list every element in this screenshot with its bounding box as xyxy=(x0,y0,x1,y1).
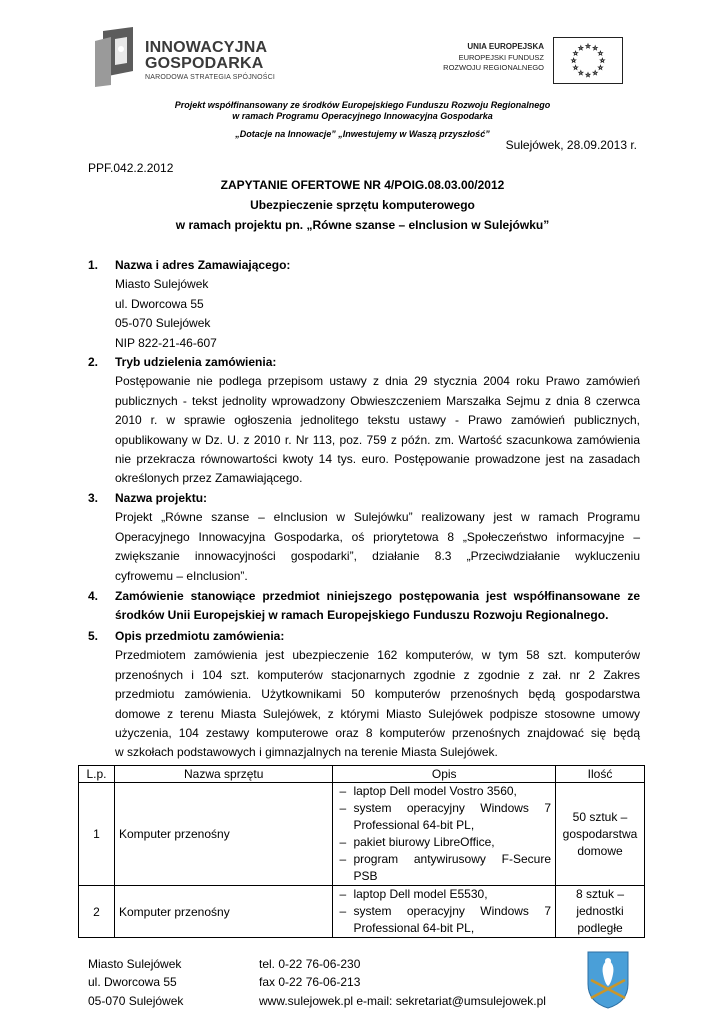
document-date: Sulejówek, 28.09.2013 r. xyxy=(505,138,637,152)
eu-star-icon xyxy=(600,58,604,62)
text-line: Operacyjnego Innowacyjna Gospodarka, oś priorytetowa 8 „Społeczeństwo informacyjne – xyxy=(115,529,640,544)
text-line: Przedmiotem zamówienia jest ubezpieczenie 162 komputerów, w tym 58 szt. komputerów xyxy=(115,648,640,663)
eu-star-icon xyxy=(586,73,590,77)
eu-line2: EUROPEJSKI FUNDUSZ xyxy=(458,53,544,62)
cell-name: Komputer przenośny xyxy=(114,783,332,886)
opis-item xyxy=(337,851,551,885)
opis-item xyxy=(337,903,551,937)
eu-star-icon xyxy=(579,46,583,50)
col-header-qty: Ilość xyxy=(556,766,645,783)
text-line: 2010 r. w sprawie ogłoszenia jednolitego tekstu ustawy - Prawo zamówień publicznych, xyxy=(115,413,640,428)
col-header-opis: Opis xyxy=(333,766,556,783)
document-subtitle: Ubezpieczenie sprzętu komputerowego xyxy=(250,198,475,212)
text-line: domowe z terenu Miasta Sulejówek, z którymi Miasto Sulejówek podpisze stosowne umowy xyxy=(115,706,640,721)
section-heading: Tryb udzielenia zamówienia: xyxy=(115,355,277,369)
cell-opis xyxy=(333,886,556,938)
text-line: ul. Dworcowa 55 xyxy=(115,296,204,311)
opis-item-text: Professional 64-bit PL, xyxy=(353,818,475,832)
cell-opis xyxy=(333,783,556,886)
qty-line: 50 sztuk – xyxy=(572,809,628,824)
ig-logo-line3: NARODOWA STRATEGIA SPÓJNOŚCI xyxy=(145,74,276,81)
eu-star-icon xyxy=(572,58,576,62)
table-row xyxy=(79,886,645,938)
footer-fax: fax 0-22 76-06-213 xyxy=(259,975,361,990)
opis-item: – laptop Dell model E5530, xyxy=(337,886,551,903)
innowacyjna-gospodarka-logo xyxy=(93,27,283,87)
qty-line: jednostki xyxy=(576,904,624,918)
qty-line: 8 sztuk – xyxy=(575,887,625,901)
table-row xyxy=(79,783,645,886)
document-title: ZAPYTANIE OFERTOWE NR 4/POIG.08.03.00/2012 xyxy=(220,178,505,192)
eu-star-icon xyxy=(574,66,578,70)
text-line: w szkołach podstawowych i gimnazjalnych na terenie Miasta Sulejówek. xyxy=(115,745,498,760)
text-line: Zamówienie stanowiące przedmiot niniejszego postępowania jest współfinansowane ze xyxy=(115,589,640,603)
opis-item-text: – system operacyjny Windows 7 xyxy=(353,904,551,918)
cell-lp: 1 xyxy=(79,783,115,886)
col-header-lp: L.p. xyxy=(79,766,115,783)
project-funding-line1: Projekt współfinansowany ze środków Europejskiego Funduszu Rozwoju Regionalnego xyxy=(174,100,551,110)
footer-web-email: www.sulejowek.pl e-mail: sekretariat@umsulejowek.pl xyxy=(259,993,546,1008)
ig-logo-line1: INNOWACYJNA xyxy=(145,39,268,56)
eu-logo-block xyxy=(420,37,625,87)
eu-star-icon xyxy=(574,51,578,55)
section-heading: Opis przedmiotu zamówienia: xyxy=(115,629,285,643)
text-line: publicznych - tekst jednolity wprowadzony Obwieszczeniem Marszałka Sejmu z dnia 8 czerwca xyxy=(115,393,640,408)
text-line: opublikowany w Dz. U. z 2010 r. Nr 113, poz. 759 z późn. zm. Wartość szacunkowa zamówienia xyxy=(115,432,640,447)
text-line: Postępowanie nie podlega przepisom ustawy z dnia 29 stycznia 2004 roku Prawo zamówień xyxy=(115,374,640,389)
document-project-name: w ramach projektu pn. „Równe szanse – eInclusion w Sulejówku” xyxy=(175,218,550,232)
eu-star-icon xyxy=(593,46,597,50)
eu-star-icon xyxy=(598,66,602,70)
qty-line: podległe xyxy=(577,921,623,935)
section-number: 4. xyxy=(88,589,99,603)
text-line: zwiększanie innowacyjności gospodarki”, działanie 8.3 „Przeciwdziałanie wykluczeniu xyxy=(115,549,640,564)
eu-star-icon xyxy=(579,71,583,75)
slogan: „Dotacje na Innowacje” „Inwestujemy w Waszą przyszłość” xyxy=(235,129,490,139)
eu-line3: ROZWOJU REGIONALNEGO xyxy=(443,63,544,72)
section-number: 5. xyxy=(88,629,99,643)
text-line: środków Unii Europejskiej w ramach Europejskiego Funduszu Rozwoju Regionalnego. xyxy=(115,608,609,623)
section-number: 1. xyxy=(88,258,99,272)
cell-qty xyxy=(556,783,645,886)
opis-item: – pakiet biurowy LibreOffice, xyxy=(337,834,551,851)
table-header-row xyxy=(79,766,645,783)
col-header-name: Nazwa sprzętu xyxy=(114,766,332,783)
qty-line: gospodarstwa xyxy=(562,826,638,841)
footer-phone: tel. 0-22 76-06-230 xyxy=(259,957,361,971)
ig-logo-line2: GOSPODARKA xyxy=(145,55,264,72)
cell-name: Komputer przenośny xyxy=(114,886,332,938)
text-line: Projekt „Równe szanse – eInclusion w Sulejówku” realizowany jest w ramach Programu xyxy=(115,510,640,525)
opis-item xyxy=(337,800,551,834)
text-line: cyfrowemu – eInclusion”. xyxy=(115,568,248,583)
qty-line: domowe xyxy=(577,843,623,858)
text-line: określonych przez Zamawiającego. xyxy=(115,471,303,486)
eu-star-icon xyxy=(586,44,590,48)
section-number: 3. xyxy=(88,491,99,505)
eu-line1: UNIA EUROPEJSKA xyxy=(467,42,544,51)
section-heading: Nazwa i adres Zamawiającego: xyxy=(115,258,291,272)
text-line: 05-070 Sulejówek xyxy=(115,316,211,331)
opis-item: – laptop Dell model Vostro 3560, xyxy=(337,783,551,800)
text-line: użyczenia, 104 zestawy komputerowe oraz 8 komputerów przenośnych znajdować się będą xyxy=(115,725,640,740)
footer-contact xyxy=(259,955,546,1010)
eu-star-icon xyxy=(598,51,602,55)
document-signature: PPF.042.2.2012 xyxy=(88,161,174,175)
footer-address xyxy=(88,955,183,1010)
ig-logo-mark-icon xyxy=(93,27,137,87)
text-line: NIP 822-21-46-607 xyxy=(115,335,217,350)
opis-item-text: – program antywirusowy F-Secure xyxy=(353,852,551,866)
text-line: nie przekracza równowartości kwoty 14 tys. euro. Postępowanie prowadzone jest na zasadach xyxy=(115,451,640,466)
cell-qty xyxy=(556,886,645,938)
text-line: przedmiotu zamówienia. Użytkownikami 50 komputerów przenośnych będą gospodarstwa xyxy=(115,687,640,702)
opis-item-text: PSB xyxy=(353,869,378,883)
eu-flag-icon xyxy=(553,37,623,84)
project-funding-line2: w ramach Programu Operacyjnego Innowacyjna Gospodarka xyxy=(232,111,493,121)
section-number: 2. xyxy=(88,355,99,369)
cell-lp: 2 xyxy=(79,886,115,938)
opis-item-text: Professional 64-bit PL, xyxy=(353,921,475,935)
equipment-table xyxy=(78,765,645,938)
footer-line: Miasto Sulejówek xyxy=(88,957,182,971)
opis-item-text: – system operacyjny Windows 7 xyxy=(353,801,551,815)
coat-of-arms-icon xyxy=(583,950,633,1010)
text-line: Miasto Sulejówek xyxy=(115,277,209,292)
text-line: przenośnych i 104 szt. komputerów stacjonarnych zgodnie z zgodnie z zał. nr 2 Zakres xyxy=(115,667,640,682)
section-heading: Nazwa projektu: xyxy=(115,491,208,505)
footer-line: 05-070 Sulejówek xyxy=(88,993,184,1008)
footer-line: ul. Dworcowa 55 xyxy=(88,975,177,990)
eu-star-icon xyxy=(593,71,597,75)
